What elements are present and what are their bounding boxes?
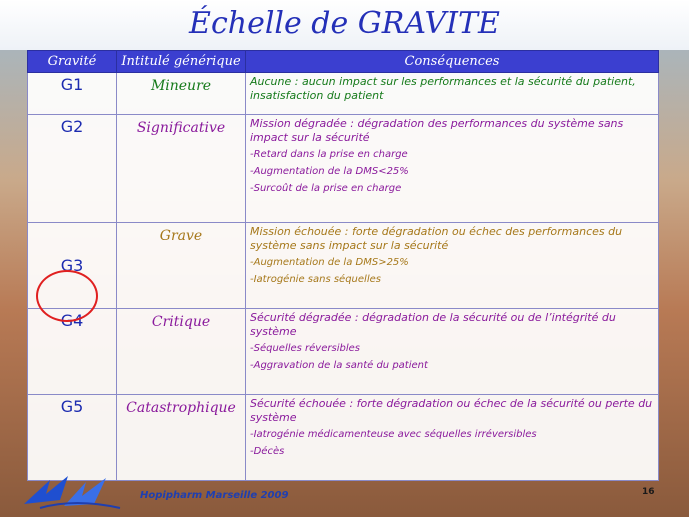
- consequence-main: Sécurité dégradée : dégradation de la sécurité ou de l’intégrité du système: [250, 311, 616, 338]
- header-gravite: Gravité: [28, 51, 117, 73]
- consequence-sub: -Iatrogénie sans séquelles: [250, 274, 381, 285]
- gravity-name: Catastrophique: [126, 400, 236, 416]
- consequence-sub: -Décès: [250, 446, 285, 457]
- consequence-main: Sécurité échouée : forte dégradation ou échec de la sécurité ou perte du système: [250, 397, 653, 424]
- consequence-sub: -Aggravation de la santé du patient: [250, 360, 428, 371]
- conference-logo-icon: [20, 470, 130, 512]
- gravity-code: G5: [60, 397, 84, 416]
- consequence-sub: -Surcoût de la prise en charge: [250, 183, 402, 194]
- footer-event: Hopipharm Marseille 2009: [140, 490, 289, 501]
- header-row: [28, 51, 659, 73]
- gravity-name: Significative: [136, 120, 226, 136]
- table-row: [28, 223, 659, 309]
- consequence-sub: -Séquelles réversibles: [250, 343, 360, 354]
- table-row: [28, 395, 659, 481]
- consequence-sub: -Retard dans la prise en charge: [250, 149, 408, 160]
- consequence-sub: -Augmentation de la DMS>25%: [250, 257, 409, 268]
- page-number: 16: [642, 487, 655, 497]
- gravity-code: G3: [60, 256, 84, 275]
- consequence-sub: -Augmentation de la DMS<25%: [250, 166, 409, 177]
- consequence-main: Mission dégradée : dégradation des performances du système sans impact sur la sécurité: [250, 117, 624, 144]
- gravity-name: Mineure: [150, 78, 212, 94]
- gravity-name: Grave: [159, 228, 203, 244]
- highlight-circle: [36, 270, 98, 322]
- table-row: [28, 309, 659, 395]
- gravity-code: G1: [60, 75, 84, 94]
- consequence-main: Mission échouée : forte dégradation ou échec des performances du système sans impact sur la sécurité: [250, 225, 623, 252]
- gravity-code: G2: [60, 117, 84, 136]
- consequence-main: Aucune : aucun impact sur les performances et la sécurité du patient, insatisfaction du patient: [250, 75, 636, 102]
- table-row: [28, 115, 659, 223]
- table-row: [28, 73, 659, 115]
- header-intitule: Intitulé générique: [117, 51, 246, 73]
- slide-title: Échelle de GRAVITE: [189, 6, 500, 41]
- gravity-code: G4: [60, 311, 84, 330]
- gravity-name: Critique: [151, 314, 211, 330]
- consequence-sub: -Iatrogénie médicamenteuse avec séquelles irréversibles: [250, 429, 537, 440]
- header-consequences: Conséquences: [246, 51, 659, 73]
- gravity-table: [27, 50, 659, 481]
